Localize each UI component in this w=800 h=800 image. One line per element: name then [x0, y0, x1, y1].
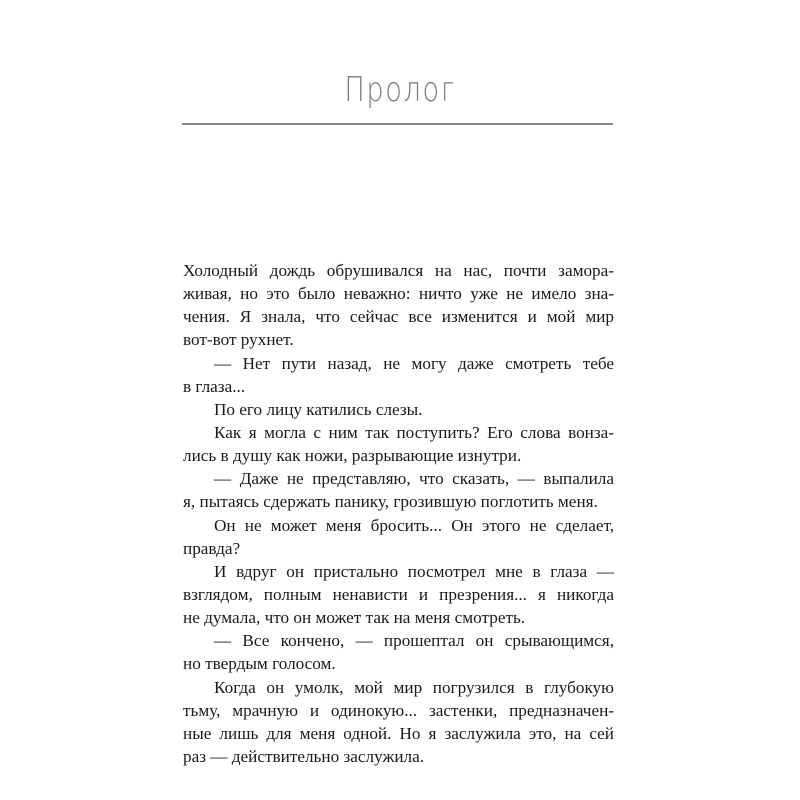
text-line: раз — действительно заслужила.: [183, 746, 425, 766]
text-line: тьму, мрачную и одинокую... застенки, предназначен-: [183, 700, 614, 720]
text-line: — Нет пути назад, не могу даже смотреть тебе: [214, 353, 614, 373]
paragraph: [183, 259, 614, 352]
text-line: — Даже не представляю, что сказать, — выпалила: [214, 469, 614, 489]
text-line: живая, но это было неважно: ничто уже не имело зна-: [183, 284, 614, 304]
text-line: я, пытаясь сдержать панику, грозившую поглотить меня.: [183, 492, 598, 512]
paragraph: [183, 421, 614, 467]
text-line: чения. Я знала, что сейчас все изменится и мой мир: [183, 307, 614, 327]
text-line: взглядом, полным ненависти и презрения... я никогда: [183, 584, 614, 604]
text-line: не думала, что он может так на меня смотреть.: [183, 608, 526, 628]
text-line: правда?: [183, 538, 241, 558]
paragraph: [183, 398, 614, 421]
text-line: По его лицу катились слезы.: [214, 399, 423, 419]
text-line: Когда он умолк, мой мир погрузился в глубокую: [214, 677, 614, 697]
text-line: Как я могла с ним так поступить? Его слова вонза-: [214, 422, 614, 442]
text-line: И вдруг он пристально посмотрел мне в глаза —: [214, 561, 614, 581]
chapter-title: Пролог: [344, 70, 456, 110]
text-line: лись в душу как ножи, разрывающие изнутри.: [183, 446, 522, 466]
paragraph: [183, 514, 614, 560]
paragraph: [183, 560, 614, 629]
text-line: но твердым голосом.: [183, 654, 336, 674]
chapter-body: [183, 259, 614, 768]
paragraph: [183, 352, 614, 398]
text-line: — Все кончено, — прошептал он срывающимся,: [214, 631, 614, 651]
text-line: Холодный дождь обрушивался на нас, почти замора-: [183, 261, 614, 280]
text-line: Он не может меня бросить... Он этого не сделает,: [214, 515, 614, 535]
paragraph: [183, 467, 614, 513]
paragraph: [183, 676, 614, 769]
text-line: ные лишь для меня одной. Но я заслужила это, на сей: [183, 723, 614, 743]
title-divider: [182, 123, 613, 125]
text-line: в глаза...: [183, 376, 246, 396]
text-line: вот-вот рухнет.: [183, 330, 294, 350]
paragraph: [183, 629, 614, 675]
